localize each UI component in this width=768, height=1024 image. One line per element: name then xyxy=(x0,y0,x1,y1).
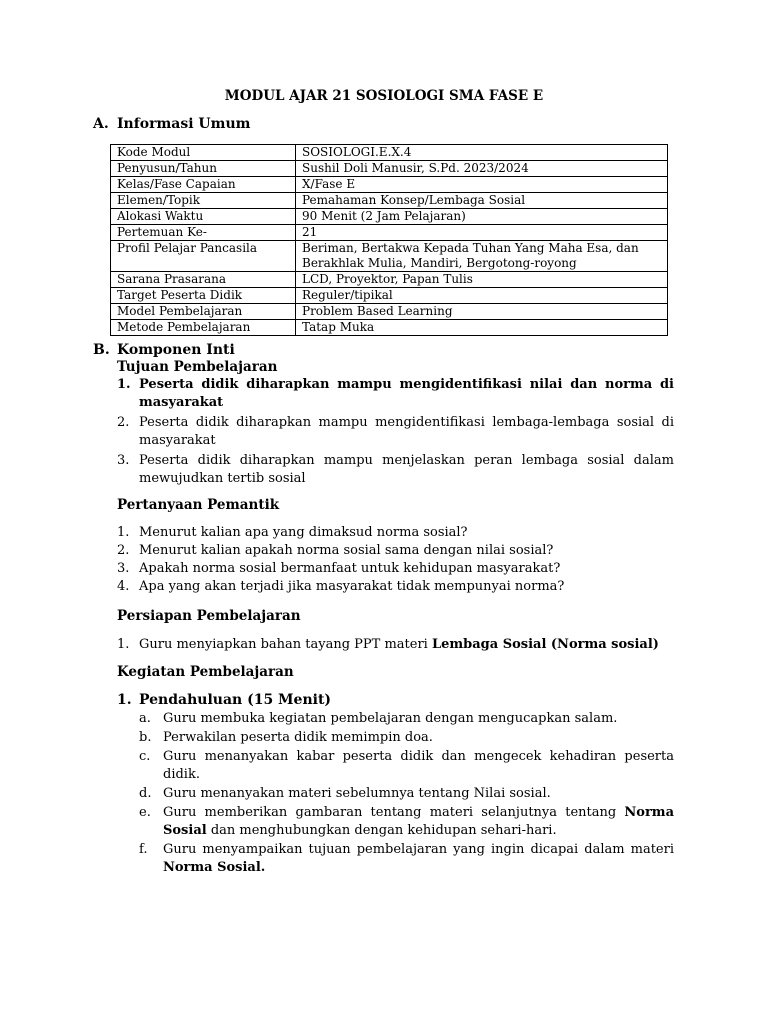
item-text: Guru menanyakan materi sebelumnya tentang Nilai sosial. xyxy=(163,786,551,801)
table-value: Beriman, Bertakwa Kepada Tuhan Yang Maha Esa, dan Berakhlak Mulia, Mandiri, Bergotong-royong xyxy=(296,241,668,272)
list-item xyxy=(117,578,674,596)
item-letter: c. xyxy=(139,749,151,764)
item-text: Perwakilan peserta didik memimpin doa. xyxy=(163,730,433,745)
section-letter: B. xyxy=(93,342,110,358)
table-row xyxy=(111,177,668,193)
item-number: 1. xyxy=(117,637,130,652)
table-value: X/Fase E xyxy=(296,177,668,193)
table-value: Reguler/tipikal xyxy=(296,288,668,304)
item-number: 2. xyxy=(117,543,130,558)
info-table xyxy=(110,144,668,336)
persiapan-heading: Persiapan Pembelajaran xyxy=(117,608,301,624)
table-key: Model Pembelajaran xyxy=(111,304,296,320)
list-item xyxy=(117,542,674,560)
table-key: Sarana Prasarana xyxy=(111,272,296,288)
persiapan-list xyxy=(117,636,674,654)
list-item xyxy=(117,452,674,488)
table-value: Tatap Muka xyxy=(296,320,668,336)
table-value: Pemahaman Konsep/Lembaga Sosial xyxy=(296,193,668,209)
table-row xyxy=(111,209,668,225)
item-number: 3. xyxy=(117,453,130,468)
item-text: Menurut kalian apakah norma sosial sama dengan nilai sosial? xyxy=(139,543,554,558)
item-letter: d. xyxy=(139,786,152,801)
item-text: Guru memberikan gambaran tentang materi selanjutnya tentang xyxy=(163,805,625,820)
table-key: Alokasi Waktu xyxy=(111,209,296,225)
list-item xyxy=(139,748,674,784)
list-item xyxy=(139,710,674,728)
item-text: Menurut kalian apa yang dimaksud norma sosial? xyxy=(139,525,468,540)
document-title: MODUL AJAR 21 SOSIOLOGI SMA FASE E xyxy=(224,88,544,104)
item-text: Guru menyampaikan tujuan pembelajaran yang ingin dicapai dalam materi xyxy=(163,842,674,857)
table-key: Pertemuan Ke- xyxy=(111,225,296,241)
table-row xyxy=(111,288,668,304)
item-number: 4. xyxy=(117,579,130,594)
table-key: Metode Pembelajaran xyxy=(111,320,296,336)
item-text-after: dan menghubungkan dengan kehidupan sehari-hari. xyxy=(206,823,557,838)
tujuan-list xyxy=(117,376,674,488)
kegiatan-heading: Kegiatan Pembelajaran xyxy=(117,664,294,680)
item-bold-text: Norma Sosial xyxy=(163,805,674,838)
table-key: Elemen/Topik xyxy=(111,193,296,209)
item-number: 2. xyxy=(117,415,130,430)
table-key: Kode Modul xyxy=(111,145,296,161)
item-text: Peserta didik diharapkan mampu menjelaskan peran lembaga sosial dalam mewujudkan tertib sosial xyxy=(139,453,674,486)
item-text: Peserta didik diharapkan mampu mengidentifikasi lembaga-lembaga sosial di masyarakat xyxy=(139,415,674,448)
section-b-heading xyxy=(93,342,235,358)
table-key: Penyusun/Tahun xyxy=(111,161,296,177)
item-text: Guru menanyakan kabar peserta didik dan mengecek kehadiran peserta didik. xyxy=(163,749,674,782)
item-text: Apa yang akan terjadi jika masyarakat tidak mempunyai norma? xyxy=(139,579,565,594)
item-text: Peserta didik diharapkan mampu mengidentifikasi nilai dan norma di masyarakat xyxy=(139,377,674,410)
table-value: 90 Menit (2 Jam Pelajaran) xyxy=(296,209,668,225)
table-key: Target Peserta Didik xyxy=(111,288,296,304)
pemantik-list xyxy=(117,524,674,596)
table-key: Profil Pelajar Pancasila xyxy=(111,241,296,272)
tujuan-heading: Tujuan Pembelajaran xyxy=(117,359,278,375)
pemantik-heading: Pertanyaan Pemantik xyxy=(117,497,280,513)
table-key: Kelas/Fase Capaian xyxy=(111,177,296,193)
table-row xyxy=(111,304,668,320)
section-title: Informasi Umum xyxy=(117,116,251,132)
table-value: Problem Based Learning xyxy=(296,304,668,320)
item-text: Apakah norma sosial bermanfaat untuk kehidupan masyarakat? xyxy=(139,561,561,576)
item-bold-text: Lembaga Sosial (Norma sosial) xyxy=(431,637,659,652)
item-bold-text: Norma Sosial. xyxy=(163,860,266,875)
table-value: LCD, Proyektor, Papan Tulis xyxy=(296,272,668,288)
table-row xyxy=(111,193,668,209)
table-row xyxy=(111,320,668,336)
item-letter: b. xyxy=(139,730,152,745)
section-a-heading xyxy=(93,116,250,132)
item-letter: a. xyxy=(139,711,151,726)
item-number: 1. xyxy=(117,525,130,540)
item-letter: f. xyxy=(139,842,148,857)
item-letter: e. xyxy=(139,805,151,820)
table-value: 21 xyxy=(296,225,668,241)
step-title: Pendahuluan (15 Menit) xyxy=(139,692,332,708)
item-text: Guru menyiapkan bahan tayang PPT materi xyxy=(139,637,432,652)
step-number: 1. xyxy=(117,692,132,708)
list-item xyxy=(139,841,674,877)
table-row xyxy=(111,241,668,272)
table-row xyxy=(111,145,668,161)
table-value: SOSIOLOGI.E.X.4 xyxy=(296,145,668,161)
item-number: 1. xyxy=(117,377,131,392)
table-row xyxy=(111,161,668,177)
list-item xyxy=(139,804,674,840)
table-row xyxy=(111,272,668,288)
list-item xyxy=(117,376,674,412)
section-letter: A. xyxy=(93,116,109,132)
list-item xyxy=(117,524,674,542)
list-item xyxy=(139,785,674,803)
list-item xyxy=(117,414,674,450)
table-row xyxy=(111,225,668,241)
section-title: Komponen Inti xyxy=(117,342,235,358)
list-item xyxy=(139,729,674,747)
list-item xyxy=(117,636,674,654)
table-value: Sushil Doli Manusir, S.Pd. 2023/2024 xyxy=(296,161,668,177)
pendahuluan-list xyxy=(139,710,674,877)
list-item xyxy=(117,560,674,578)
item-text: Guru membuka kegiatan pembelajaran dengan mengucapkan salam. xyxy=(163,711,618,726)
pendahuluan-heading xyxy=(117,692,331,708)
item-number: 3. xyxy=(117,561,130,576)
